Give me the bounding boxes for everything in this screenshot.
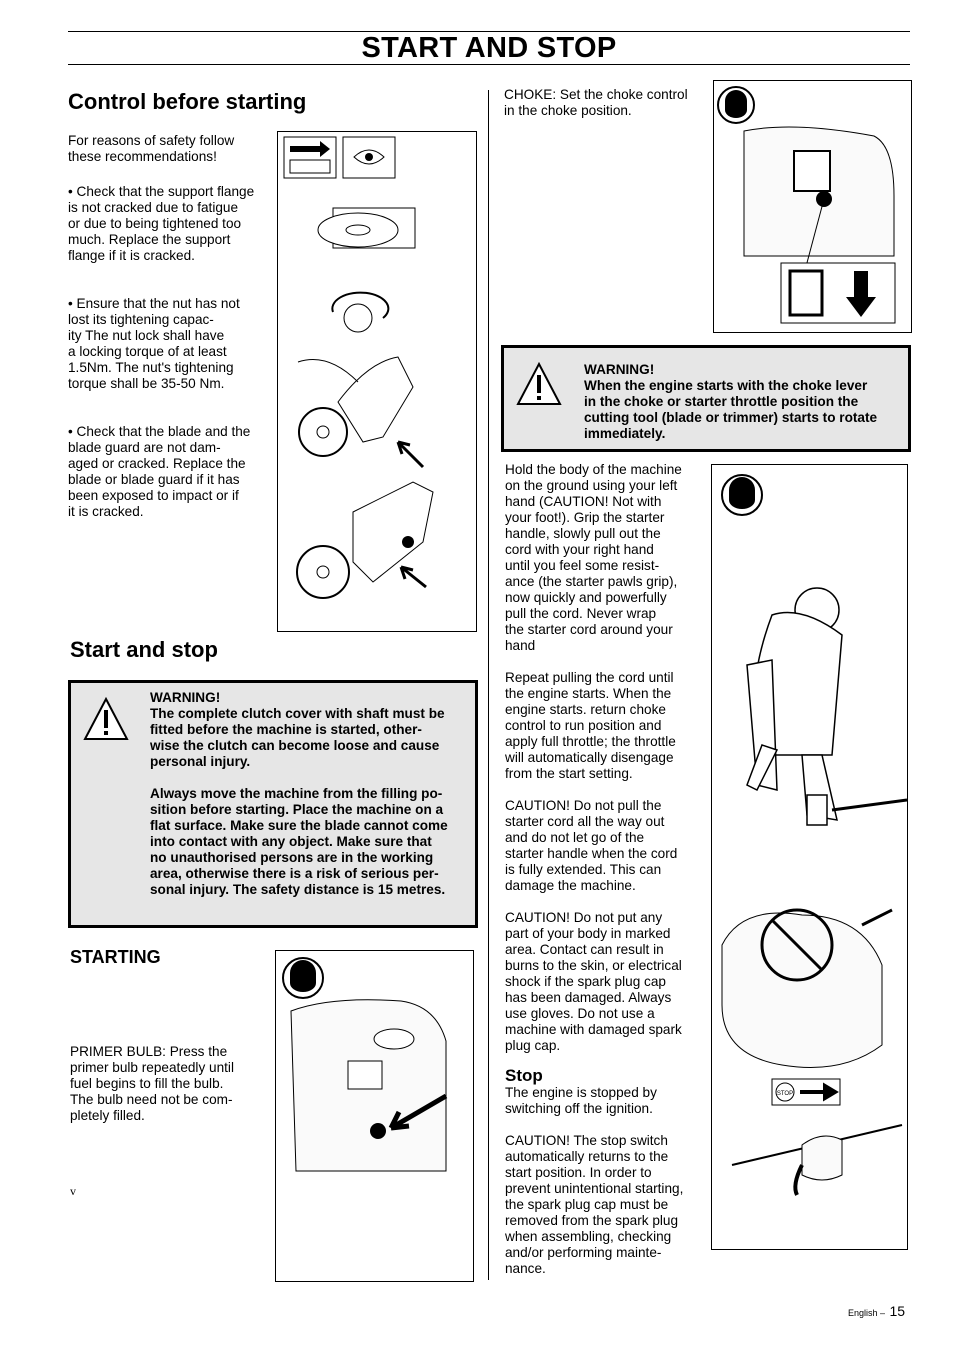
- warning-text-2: Always move the machine from the filling po- sition before starting. Place the machine on a flat surface. Make sure the blade cannot come into contact with any object. Make sure that no unauthorised persons are in the working area, otherwise there is a risk of serious per- sonal injury. The safety distance is 15 metres.: [150, 786, 448, 897]
- choke-warning-box: [501, 345, 911, 452]
- stray-mark: v: [70, 1184, 76, 1198]
- stop-text: The engine is stopped by switching off the ignition.: [505, 1085, 657, 1116]
- bullet-flange: • Check that the support flange is not cracked due to fatigue or due to being tightened too much. Replace the support flange if it is cracked.: [68, 184, 255, 263]
- stop-caution: CAUTION! The stop switch automatically returns to the start position. In order to prevent unintentional starting, the spark plug cap must be removed from the spark plug when assembling, checking and/or performing mainte- nance.: [505, 1133, 684, 1276]
- primer-illustration: [275, 950, 474, 1282]
- manual-arrow-icon: [284, 137, 336, 178]
- operator-drawing: [747, 588, 842, 825]
- starting-heading: STARTING: [70, 947, 161, 967]
- bullet-blade: • Check that the blade and the blade guard are not dam- aged or cracked. Replace the blade or blade guard if it has been exposed to impact or if it is cracked.: [68, 424, 251, 519]
- warning-text: When the engine starts with the choke lever in the choke or starter throttle position the cutting tool (blade or trimmer) starts to rotate immediately.: [584, 378, 878, 441]
- caution-cord: CAUTION! Do not pull the starter cord all the way out and do not let go of the starter handle when the cord is fully extended. This can damage the machine.: [505, 798, 678, 893]
- choke-text: CHOKE: Set the choke control in the choke position.: [504, 87, 688, 118]
- warning-text-1: The complete clutch cover with shaft must be fitted before the machine is started, other- wise the clutch can become loose and cause personal injury.: [150, 706, 445, 769]
- starting-stop-illustration: [711, 464, 908, 1250]
- blade-guard-drawing: [299, 408, 347, 456]
- control-heading: Control before starting: [68, 89, 307, 114]
- warning-triangle-icon: [83, 697, 129, 741]
- footer-language: English –: [848, 1308, 886, 1318]
- stop-label: STOP: [776, 1091, 794, 1097]
- inspection-illustration: [277, 131, 477, 632]
- start-stop-heading: Start and stop: [70, 637, 218, 662]
- nut-drawing: [344, 304, 372, 332]
- engine-drawing: [722, 910, 892, 1068]
- instruction-repeat: Repeat pulling the cord until the engine starts. When the engine starts. return choke control to run position and apply full throttle; the throttle will automatically disengage from the start setting.: [505, 670, 676, 781]
- intro-text: For reasons of safety follow these recommendations!: [68, 133, 235, 164]
- support-flange-drawing: [318, 213, 398, 247]
- starting-instructions: [505, 462, 705, 1277]
- warning-label: WARNING!: [584, 362, 655, 377]
- page-number: 15: [889, 1303, 906, 1319]
- title-rule-bottom: [68, 64, 910, 65]
- clutch-warning-box: [68, 680, 478, 928]
- warning-label: WARNING!: [150, 690, 221, 705]
- warning-triangle-icon: [516, 362, 562, 406]
- choke-illustration: [713, 80, 912, 333]
- page-title: START AND STOP: [361, 32, 617, 64]
- bullet-nut: • Ensure that the nut has not lost its tightening capac- ity The nut lock shall have a locking torque of at least 1.5Nm. The nut's tightening torque shall be 35-50 Nm.: [68, 296, 240, 391]
- primer-text: PRIMER BULB: Press the primer bulb repeatedly until fuel begins to fill the bulb. The bulb need not be com- pletely filled.: [70, 1044, 234, 1123]
- column-divider: [488, 90, 489, 1280]
- page-footer: [848, 1303, 905, 1321]
- caution-body: CAUTION! Do not put any part of your body in marked area. Contact can result in burns to the skin, or electrical shock if the spark plug cap has been damaged. Always use gloves. Do not use a machine with damaged spark plug cap.: [505, 910, 682, 1053]
- stop-heading: Stop: [505, 1066, 543, 1085]
- instruction-pull-cord: Hold the body of the machine on the ground using your left hand (CAUTION! Not with your foot!). Grip the starter handle, slowly pull out the cord with your right hand until you feel some resist- ance (the starter pawls grip), now quickly and powerfully pull the cord. Never wrap the starter cord around your hand: [505, 462, 682, 653]
